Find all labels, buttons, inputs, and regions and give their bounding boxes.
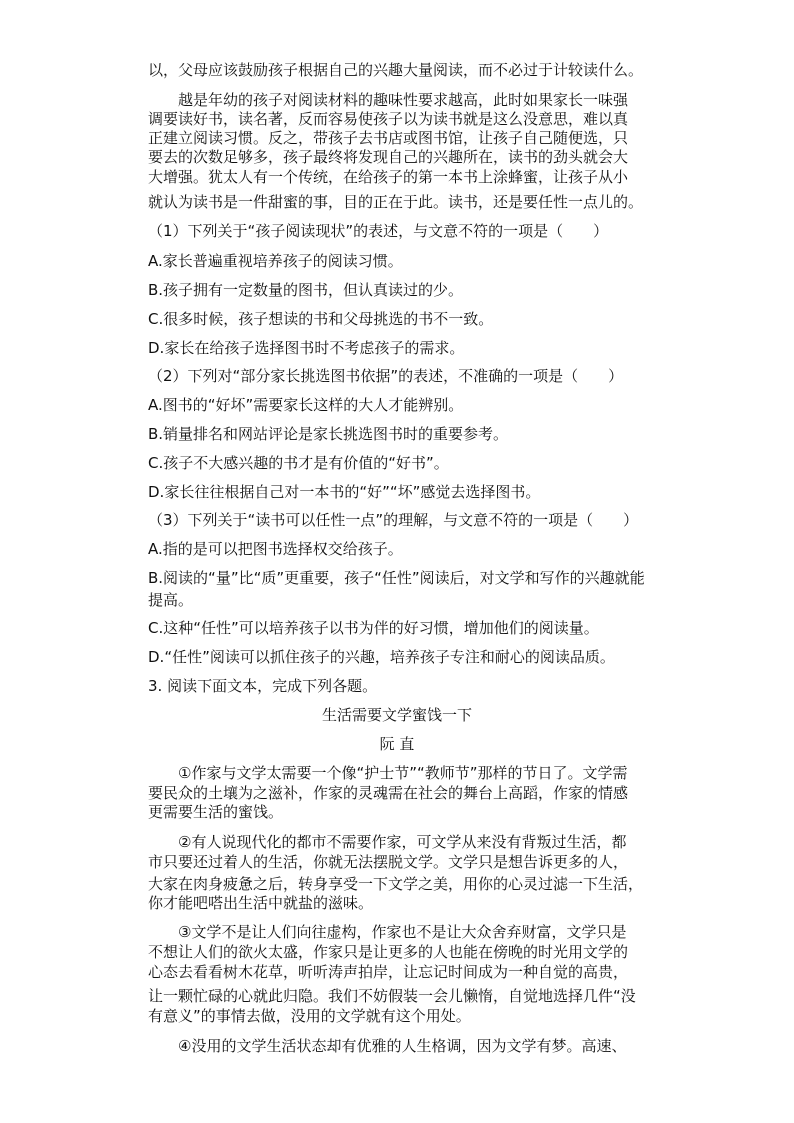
section-instruction: 3. 阅读下面文本，完成下列各题。 [148, 677, 378, 695]
article-title: 生活需要文学蜜饯一下 [321, 706, 472, 724]
question-option: D.家长往往根据自己对一本书的“好”“坏”感觉去选择图书。 [148, 483, 541, 501]
text-line: ③文学不是让人们向往虚构，作家也不是让大众舍弃财富，文学只是 [178, 923, 627, 941]
question-option: B.孩子拥有一定数量的图书，但认真读过的少。 [148, 281, 464, 299]
text-line: 让一颗忙碌的心就此归隐。我们不妨假装一会儿懒惰，自觉地选择几件“没 [148, 987, 636, 1005]
question-option: B.销量排名和网站评论是家长挑选图书时的重要参考。 [148, 425, 509, 443]
text-line: 大家在肉身疲惫之后，转身享受一下文学之美，用你的心灵过滤一下生活， [148, 875, 644, 893]
question-option: C.孩子不大感兴趣的书才是有价值的“好书”。 [148, 454, 449, 472]
question-option: D.“任性”阅读可以抓住孩子的兴趣，培养孩子专注和耐心的阅读品质。 [148, 648, 615, 666]
text-line: 有意义”的事情去做，没用的文学就有这个用处。 [148, 1007, 471, 1025]
text-line: 你才能吧嗒出生活中就盐的滋味。 [148, 894, 374, 912]
text-line: 正建立阅读习惯。反之，带孩子去书店或图书馆，让孩子自己随便选，只 [148, 129, 629, 147]
question-stem: （2）下列对“部分家长挑选图书依据”的表述，不准确的一项是（ ） [148, 367, 624, 385]
question-option: A.指的是可以把图书选择权交给孩子。 [148, 540, 403, 558]
text-line: ①作家与文学太需要一个像“护士节”“教师节”那样的节日了。文学需 [178, 764, 628, 782]
article-author: 阮 直 [379, 735, 415, 753]
text-line: ②有人说现代化的都市不需要作家，可文学从来没有背叛过生活，都 [178, 833, 627, 851]
text-line: 越是年幼的孩子对阅读材料的趣味性要求越高，此时如果家长一味强 [178, 91, 629, 109]
question-stem: （3）下列关于“读书可以任性一点”的理解，与文意不符的一项是（ ） [148, 511, 639, 529]
question-option: A.图书的“好坏”需要家长这样的大人才能辨别。 [148, 396, 464, 414]
question-option: C.这种“任性”可以培养孩子以书为伴的好习惯，增加他们的阅读量。 [148, 619, 599, 637]
text-line: 调要读好书，读名著，反而容易使孩子以为读书就是这么没意思，难以真 [148, 110, 629, 128]
question-option: C.很多时候，孩子想读的书和父母挑选的书不一致。 [148, 310, 494, 328]
question-option: B.阅读的“量”比“质”更重要，孩子“任性”阅读后，对文学和写作的兴趣就能 [148, 569, 645, 587]
question-stem: （1）下列关于“孩子阅读现状”的表述，与文意不符的一项是（ ） [148, 222, 609, 240]
text-line: 更需要生活的蜜饯。 [148, 803, 284, 821]
text-line: ④没用的文学生活状态却有优雅的人生格调，因为文学有梦。高速、 [178, 1037, 627, 1055]
text-line: 大增强。犹太人有一个传统，在给孩子的第一本书上涂蜂蜜，让孩子从小 [148, 168, 629, 186]
question-option: A.家长普遍重视培养孩子的阅读习惯。 [148, 252, 403, 270]
text-line: 市只要还过着人的生活，你就无法摆脱文学。文学只是想告诉更多的人， [148, 853, 629, 871]
question-option: 提高。 [148, 591, 194, 609]
text-line: 心态去看看树木花草，听听涛声拍岸，让忘记时间成为一种自觉的高贵， [148, 963, 629, 981]
text-line: 不想让人们的欲火太盛，作家只是让更多的人也能在傍晚的时光用文学的 [148, 943, 629, 961]
text-line: 要民众的土壤为之滋补，作家的灵魂需在社会的舞台上高蹈，作家的情感 [148, 784, 629, 802]
text-line: 就认为读书是一件甜蜜的事，目的正在于此。读书，还是要任性一点儿的。 [148, 193, 644, 211]
text-line: 要去的次数足够多，孩子最终将发现自己的兴趣所在，读书的劲头就会大 [148, 148, 629, 166]
question-option: D.家长在给孩子选择图书时不考虑孩子的需求。 [148, 339, 465, 357]
text-line: 以，父母应该鼓励孩子根据自己的兴趣大量阅读，而不必过于计较读什么。 [148, 61, 644, 79]
